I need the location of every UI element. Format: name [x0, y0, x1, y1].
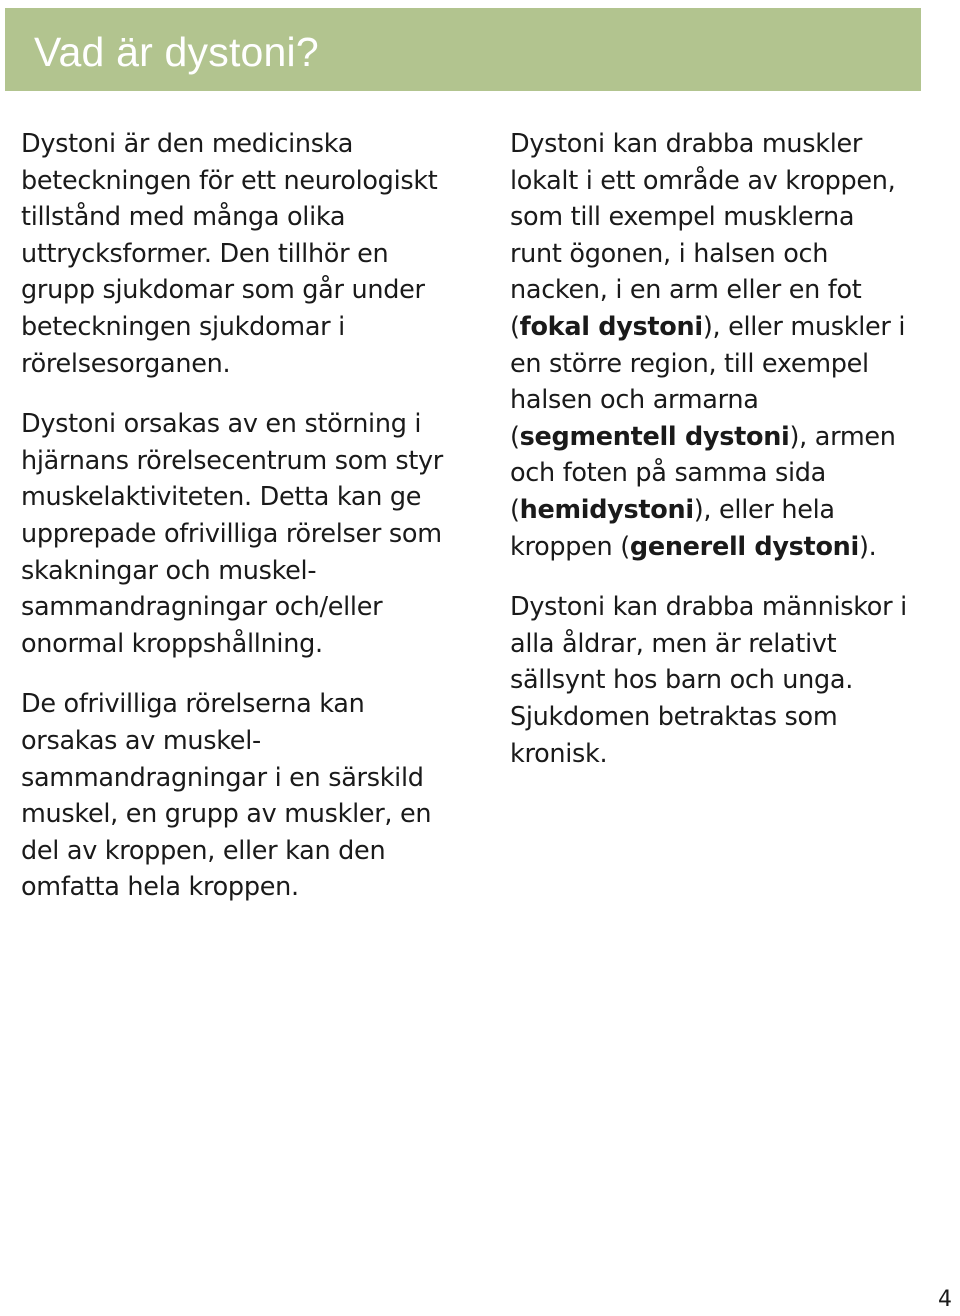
left-column — [21, 126, 471, 930]
text-segment: ( — [510, 494, 520, 525]
text-line: Dystoni är den medicinska — [21, 129, 354, 159]
right-column — [510, 126, 950, 796]
text-line: muskel, en grupp av muskler, en — [21, 799, 432, 830]
text-segment: ), eller muskler i — [702, 311, 906, 342]
text-segment: ), armen — [789, 421, 896, 452]
text-line: sammandragningar i en särskild — [21, 762, 424, 793]
text-line: De ofrivilliga rörelserna kan — [21, 689, 365, 720]
text-line: omfatta hela kroppen. — [21, 872, 299, 903]
text-segment: ). — [858, 531, 877, 562]
text-line: sällsynt hos barn och unga. — [510, 665, 854, 696]
text-line: beteckningen för ett neurologiskt — [21, 165, 438, 196]
term-fokal-dystoni: fokal dystoni — [519, 311, 703, 342]
text-segment: ), eller hela — [693, 494, 835, 525]
text-line — [510, 309, 950, 346]
text-line: onormal kroppshållning. — [21, 628, 323, 659]
text-line: Dystoni kan drabba människor i — [510, 592, 907, 623]
text-segment: kroppen ( — [510, 531, 630, 562]
text-line: muskelaktiviteten. Detta kan ge — [21, 482, 422, 513]
text-segment: ( — [510, 311, 520, 342]
text-line: och foten på samma sida — [510, 458, 826, 489]
paragraph-definition — [21, 126, 471, 382]
text-line: Dystoni orsakas av en störning i — [21, 409, 422, 440]
term-segmentell-dystoni: segmentell dystoni — [519, 421, 790, 452]
text-line: halsen och armarna — [510, 385, 759, 416]
paragraph-movements — [21, 686, 471, 906]
text-line: kronisk. — [510, 738, 608, 769]
text-line: orsakas av muskel- — [21, 725, 261, 756]
text-line: en större region, till exempel — [510, 348, 869, 379]
paragraph-types — [510, 126, 950, 565]
text-line: nacken, i en arm eller en fot — [510, 275, 862, 306]
text-segment: ( — [510, 421, 520, 452]
text-line: sammandragningar och/eller — [21, 592, 383, 623]
text-line: rörelsesorganen. — [21, 348, 231, 379]
term-hemidystoni: hemidystoni — [519, 494, 694, 525]
page-title: Vad är dystoni? — [34, 29, 319, 75]
header-bar — [5, 8, 921, 91]
text-line — [510, 529, 950, 566]
text-line: hjärnans rörelsecentrum som styr — [21, 445, 443, 476]
text-line: runt ögonen, i halsen och — [510, 238, 829, 269]
text-line: del av kroppen, eller kan den — [21, 835, 386, 866]
text-line: Sjukdomen betraktas som — [510, 701, 838, 732]
text-line — [510, 419, 950, 456]
text-line: beteckningen sjukdomar i — [21, 311, 345, 342]
text-line: lokalt i ett område av kroppen, — [510, 165, 896, 196]
paragraph-cause — [21, 406, 471, 662]
page-number: 4 — [938, 1287, 952, 1312]
text-line: alla åldrar, men är relativt — [510, 628, 837, 659]
text-line: skakningar och muskel- — [21, 555, 317, 586]
text-line: Dystoni kan drabba muskler — [510, 129, 863, 159]
text-line: grupp sjukdomar som går under — [21, 275, 425, 306]
paragraph-ages — [510, 589, 950, 772]
text-line: upprepade ofrivilliga rörelser som — [21, 518, 442, 549]
term-generell-dystoni: generell dystoni — [629, 531, 859, 562]
text-line — [510, 492, 950, 529]
text-line: uttrycksformer. Den tillhör en — [21, 238, 389, 269]
text-line: tillstånd med många olika — [21, 202, 346, 233]
text-line: som till exempel musklerna — [510, 202, 855, 233]
